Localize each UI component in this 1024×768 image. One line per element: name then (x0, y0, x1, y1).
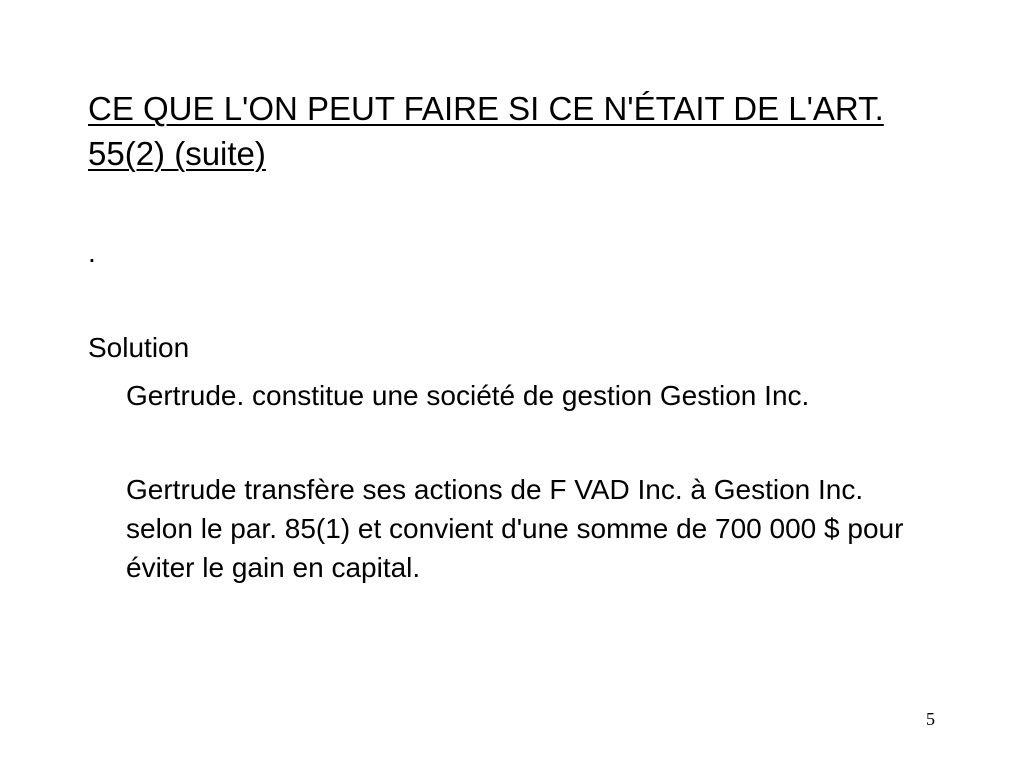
solution-heading: Solution (88, 332, 190, 363)
slide-title: CE QUE L'ON PEUT FAIRE SI CE N'ÉTAIT DE L'ART. 55(2) (suite) (88, 90, 884, 172)
solution-paragraph-1: Gertrude. constitue une société de gestion Gestion Inc. (126, 380, 810, 411)
solution-paragraph-2: Gertrude transfère ses actions de F VAD Inc. à Gestion Inc. selon le par. 85(1) et convient d'une somme de 700 000 $ pour éviter le gain en capital. (126, 474, 904, 583)
page-number: 5 (926, 709, 935, 729)
bullet-dot: . (88, 237, 96, 268)
